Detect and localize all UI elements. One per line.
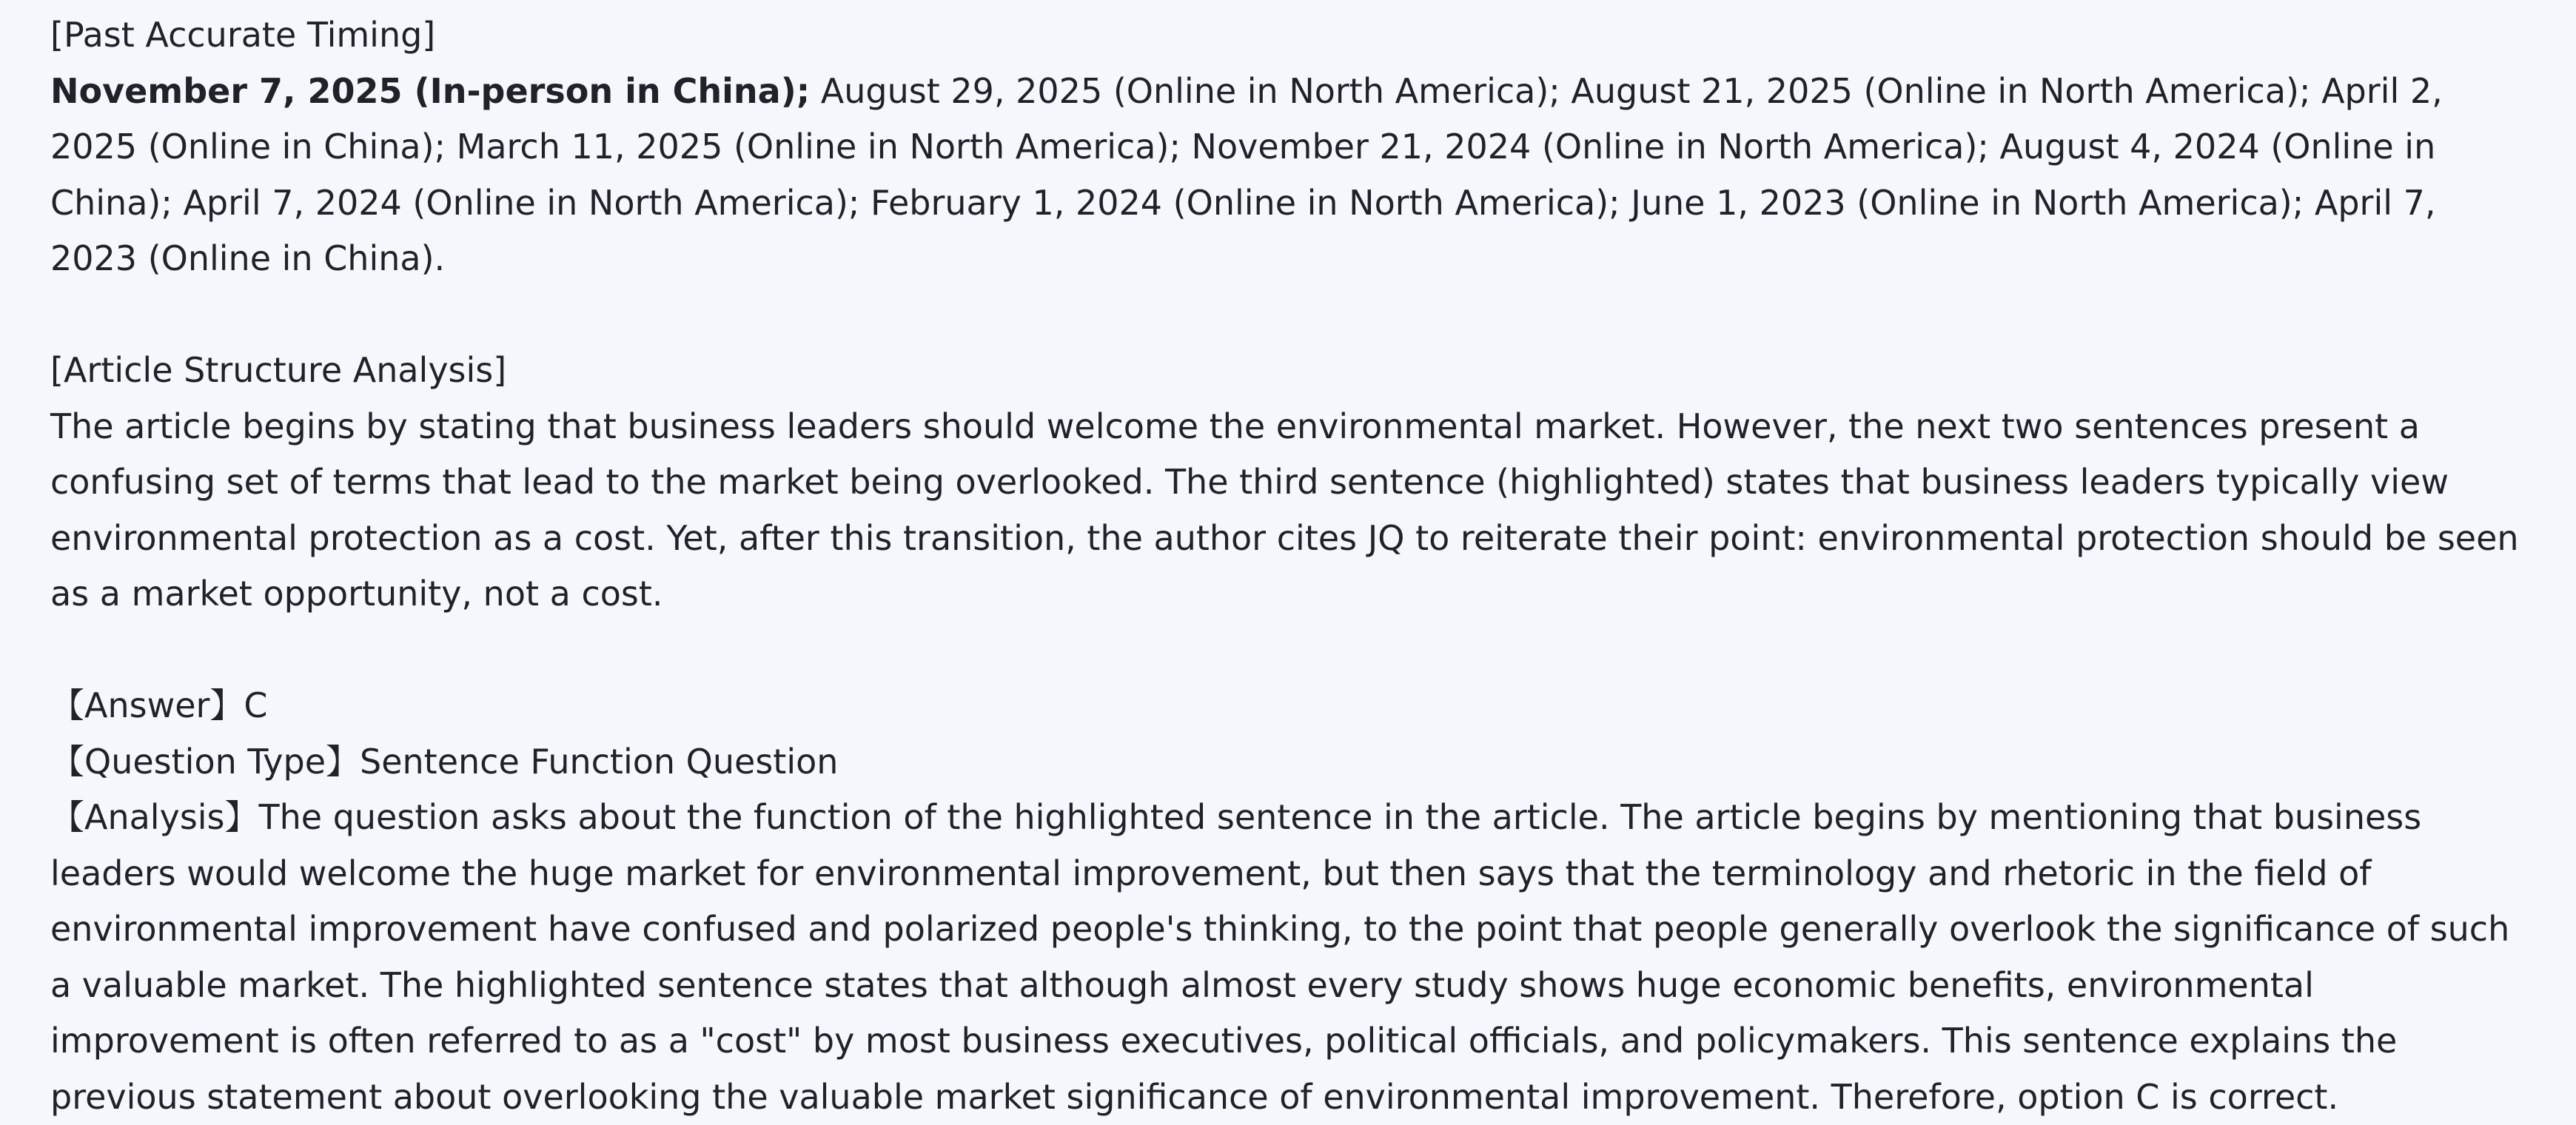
structure-body: The article begins by stating that business leaders should welcome the environmental market. However, the next two sentences present a confusing set of terms that lead to the market being overlooked. The third sentence (highlighted) states that business leaders typically view environmental protection as a cost. Yet, after this transition, the author cites JQ to reiterate their point: environmental protection should be seen as a market opportunity, not a cost. — [50, 406, 2519, 614]
timing-list — [50, 64, 2527, 287]
timing-bold-date: November 7, 2025 (In-person in China); — [50, 70, 811, 111]
question-type-line: 【Question Type】Sentence Function Question — [50, 741, 839, 782]
timing-heading: [Past Accurate Timing] — [50, 15, 436, 55]
analysis-body: 【Analysis】The question asks about the function of the highlighted sentence in the article. The article begins by mentioning that business leaders would welcome the huge market for environmental improvement, but then says that the terminology and rhetoric in the field of environmental improvement have confused and polarized people's thinking, to the point that people generally overlook the significance of such a valuable market. The highlighted sentence states that although almost every study shows huge economic benefits, environmental improvement is often referred to as a "cost" by most business executives, political officials, and policymakers. This sentence explains the previous statement about overlooking the valuable market significance of environmental improvement. Therefore, option C is correct. — [50, 797, 2510, 1117]
answer-section — [50, 678, 2527, 1125]
timing-rest: August 29, 2025 (Online in North America); August 21, 2025 (Online in North America); April 2, 2025 (Online in China); March 11, 2025 (Online in North America); November 21, 2024 (Online in North America); August 4, 2024 (Online in China); April 7, 2024 (Online in North America); February 1, 2024 (Online in North America); June 1, 2023 (Online in North America); April 7, 2023 (Online in China). — [50, 70, 2443, 278]
structure-section — [50, 343, 2527, 622]
spacer — [50, 287, 2527, 343]
timing-section — [50, 7, 2527, 287]
structure-heading: [Article Structure Analysis] — [50, 350, 507, 390]
spacer — [50, 622, 2527, 679]
answer-line: 【Answer】C — [50, 685, 268, 725]
